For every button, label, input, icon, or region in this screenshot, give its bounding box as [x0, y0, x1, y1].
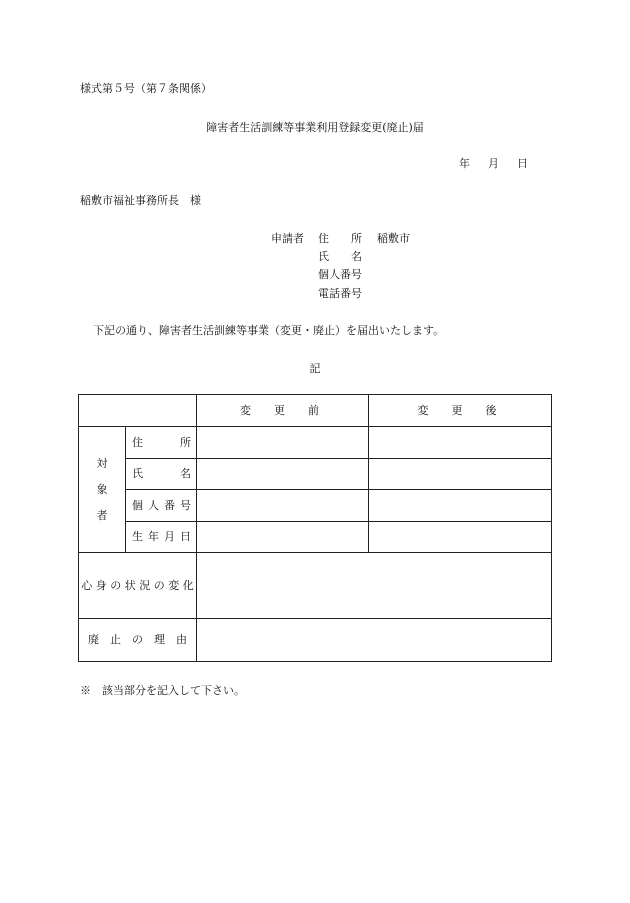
header-after-change: 変 更 後 — [369, 395, 552, 427]
address-before-cell[interactable] — [197, 427, 369, 459]
condition-change-label: 心 身 の 状 況 の 変 化 — [79, 553, 197, 619]
form-number: 様式第５号（第７条関係） — [80, 82, 212, 95]
table-row — [79, 427, 552, 459]
applicant-phone-label: 電話番号 — [318, 287, 362, 300]
applicant-address-value: 稲敷市 — [377, 232, 410, 245]
condition-change-cell[interactable] — [197, 553, 552, 619]
date-line — [459, 157, 528, 171]
row-label-address: 住 所 — [126, 427, 197, 459]
change-form-table — [78, 394, 552, 662]
name-after-cell[interactable] — [369, 459, 552, 490]
table-row — [79, 490, 552, 522]
table-row — [79, 522, 552, 553]
applicant-name-label: 氏 名 — [318, 250, 362, 263]
ki-heading: 記 — [309, 362, 321, 375]
birthdate-after-cell[interactable] — [369, 522, 552, 553]
addressee: 稲敷市福祉事務所長 様 — [80, 194, 201, 207]
date-month-label: 月 — [488, 157, 499, 170]
applicant-id-number-label: 個人番号 — [318, 268, 362, 281]
table-row — [79, 619, 552, 662]
id-number-before-cell[interactable] — [197, 490, 369, 522]
applicant-address-label: 住 所 — [318, 232, 362, 245]
table-header-row — [79, 395, 552, 427]
table-row — [79, 553, 552, 619]
header-before-change: 変 更 前 — [197, 395, 369, 427]
date-day-label: 日 — [517, 157, 528, 170]
header-corner-cell — [79, 395, 197, 427]
abolition-reason-cell[interactable] — [197, 619, 552, 662]
date-year-label: 年 — [459, 157, 470, 170]
abolition-reason-label: 廃 止 の 理 由 — [79, 619, 197, 662]
footnote: ※ 該当部分を記入して下さい。 — [80, 684, 245, 697]
body-text: 下記の通り、障害者生活訓練等事業（変更・廃止）を届出いたします。 — [93, 324, 445, 337]
address-after-cell[interactable] — [369, 427, 552, 459]
row-label-birthdate: 生 年 月 日 — [126, 522, 197, 553]
birthdate-before-cell[interactable] — [197, 522, 369, 553]
table-row — [79, 459, 552, 490]
row-label-name: 氏 名 — [126, 459, 197, 490]
applicant-label: 申請者 — [271, 232, 304, 245]
target-person-label: 対 象 者 — [79, 427, 126, 553]
document-title: 障害者生活訓練等事業利用登録変更(廃止)届 — [206, 121, 424, 134]
row-label-id-number: 個 人 番 号 — [126, 490, 197, 522]
name-before-cell[interactable] — [197, 459, 369, 490]
id-number-after-cell[interactable] — [369, 490, 552, 522]
